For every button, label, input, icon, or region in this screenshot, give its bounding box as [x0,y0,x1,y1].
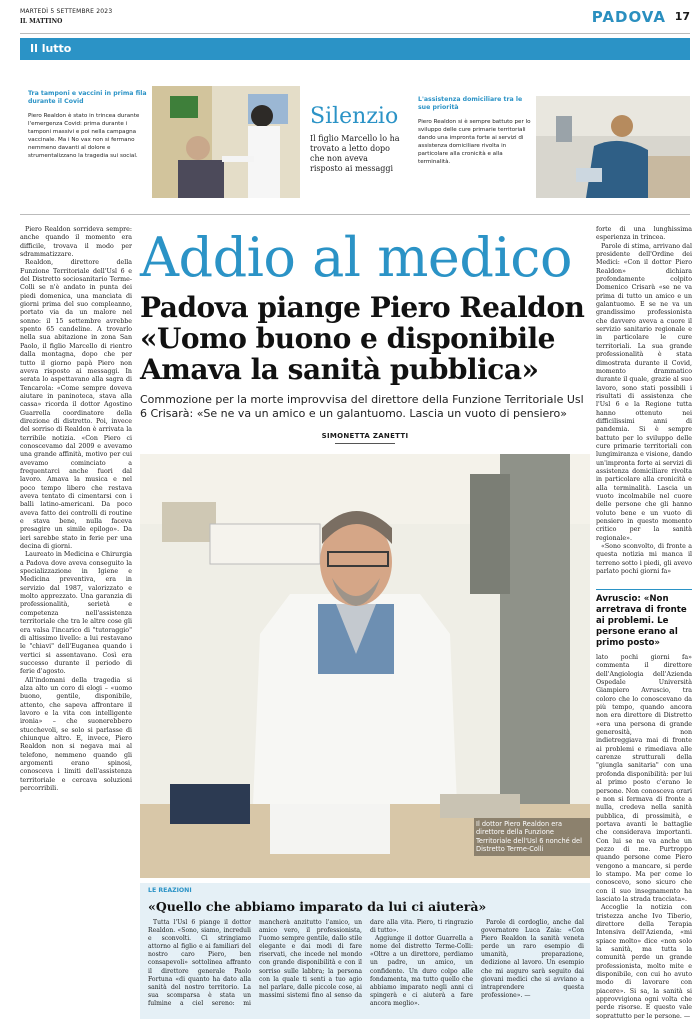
main-headline: Addio al medico [140,226,572,289]
article-paragraph: lato pochi giorni fa» commenta il direttore dell'Angiologia dell'Azienda Ospedale Università Giampiero Avruscio, tra coloro che lo conoscevano da più tempo, quando ancora non era direttore di Distretto «era una persona di grande generosità, non indietreggiava mai di fronte ai problemi e rimediava alle carenze strutturali della "giungla sanitaria" con una profonda disponibilità: per lui al primo posto c'erano le persone. Non conosceva orari e non si fermava di fronte a nulla, credeva nella sanità pubblica, di prossimità, e portava avanti le battaglie che considerava importanti. Con lui se ne va anche un pezzo di me. Purtroppo quando persone come Piero vengono a mancare, si perde lo stampo. Ma per come lo conoscevo, sono sicuro che con il suo insegnamento ha lasciato la strada tracciata». [596,654,692,903]
section-bar [20,38,690,60]
box-right-kicker: L'assistenza domiciliare tra le sue priorità [418,96,523,111]
aside-headline: Avruscio: «Non arretrava di fronte ai problemi. Le persone erano al primo posto» [596,594,687,648]
headline-line: Padova piange Piero Realdon [140,291,585,324]
article-paragraph: forte di una lunghissima esperienza in trincea. [596,226,692,242]
article-paragraph: Laureato in Medicina e Chirurgia a Padova dove aveva conseguito la specializzazione in Igiene e Medicina preventiva, era in servizio dal 1987, valorizzato e molto apprezzato. Una garanzia di professionalità, serietà e competenza nell'assistenza territoriale che tra le altre cose gli era valsa l'incarico di "tutoraggio" di altissimo livello: a lui restavano le "chiavi" dell'Euganea quando i vertici si assentavano. Così era successo durante il periodo di ferie d'agosto. [20,551,132,676]
issue-date: MARTEDÌ 5 SETTEMBRE 2023 [20,8,113,15]
reactions-paragraph: Parole di cordoglio, anche dal governatore Luca Zaia: «Con Piero Realdon la sanità veneta perde un raro esempio di umanità, preparazione, dedizione al lavoro. Un esempio che mi auguro sarà seguito dai giovani medici che si avviano a intraprendere questa professione». — [481,919,584,999]
article-paragraph: Parole di stima, arrivano dal presidente dell'Ordine dei Medici: «Con il dottor Piero Realdon» dichiara profondamente colpito Domenico Crisarà «se ne va prima di tutto un amico e un galantuomo. E se ne va un grandissimo professionista che davvero aveva a cuore il servizio sanitario regionale e in particolare le cure territoriali. La sua grande professionalità è stata dimostrata durante il Covid, momento drammatico durante il quale, grazie al suo lavoro, sono stati possibili i risultati di assistenza che l'Usl 6 e la Regione tutta hanno ottenuto nei difficilissimi anni di pandemia. Si è sempre battuto per lo sviluppo delle cure primarie territoriali con lungimiranza e visione, dando un'impronta forte ai servizi di assistenza domiciliare rivolta in particolare alla cronicità e alla terminalità. Lascia un vuoto incolmabile nel cuore delle persone che gli hanno voluto bene e un vuoto di pensiero in questo momento critico per la sanità regionale». [596,242,692,542]
photo-caption: Il dottor Piero Realdon era direttore della Funzione Territoriale dell'Usl 6 nonché del Distretto Terme-Colli [474,818,590,856]
box-center-title: Silenzio [310,104,399,129]
box-center-body: Il figlio Marcello lo ha trovato a letto dopo che non aveva risposto ai messaggi [310,134,400,173]
masthead [20,6,690,32]
photo-vaccination [152,86,300,198]
article-column-left [20,226,132,1016]
photo-home-care [536,96,690,198]
page-number: 17 [674,10,690,23]
article-paragraph: Accoglie la notizia con tristezza anche Ivo Tiberio, direttore della Terapia Intensiva dell'Azienda, «mi spiace molto» dice «non solo la sanità, ma tutta la comunità perde un grande professionista, molto mite e disponibile, con cui ho avuto modo di lavorare con piacere». Si sa, la sanità si approvvigiona ogni volta che perde risorse. E questo vale soprattutto per le persone. — [596,904,692,1019]
reactions-paragraph: Aggiunge il dottor Guarrella a nome del distretto Terme-Colli: «Oltre a un direttore, perdiamo un padre, un amico, un confidente. Un duro colpo alle fondamenta, ma tutto quello che abbiamo imparato negli anni ci spingerà e ci aiuterà a fare ancora meglio». [370,935,473,1007]
article-paragraph: «Sono sconvolto, di fronte a questa notizia mi manca il terreno sotto i piedi, gli avevo parlato pochi giorni fa» [596,543,692,576]
section-city: PADOVA [591,8,666,26]
newspaper-name: IL MATTINO [20,18,63,25]
box-left-body: Piero Realdon è stato in trincea durante l'emergenza Covid: prima durante i tamponi massivi e poi nella campagna vaccinale. Ma i No vax non si fermano nemmeno davanti al dolore e strumentalizzano la tragedia sui social. [28,113,140,159]
reactions-paragraph: Tutta l'Usl 6 piange il dottor Realdon. «Sono, siamo, increduli e sconvolti. Ci stringiamo attorno al figlio e ai familiari del nostro caro Piero, ben consapevoli» sottolinea affranto il direttore generale Paolo Fortuna «di quanto ha dato alla sanità del nostro territorio. La sua scomparsa è stata un fulmine a ciel sereno: mi mancherà anzitutto l'amico, un amico vero, il professionista, l'uomo sempre gentile, dallo stile elegante e dai modi di fare riservati, che incede nel mondo con grande disponibilità e con il sorriso sulle labbra; la persona con la quale ti senti a tuo agio nel parlare, dalle piccole cose, ai massimi sistemi fino al senso da dare alla vita. Piero, ti ringrazio di tutto». [148,919,473,1007]
box-right-body: Piero Realdon si è sempre battuto per lo sviluppo delle cure primarie territoriali dando una impronta forte ai servizi di assistenza domiciliare rivolta in particolare alla cronicità e alla terminalità. [418,119,531,165]
article-column-right-lower [596,654,692,1019]
masthead-rule [20,33,690,34]
headline-line: Amava la sanità pubblica» [140,353,539,386]
reactions-box [140,883,590,1019]
reactions-title: «Quello che abbiamo imparato da lui ci aiuterà» [148,899,487,914]
band-rule [20,214,690,215]
byline: SIMONETTA ZANETTI [140,432,590,444]
section-title: Il lutto [30,42,72,55]
reactions-body [148,919,584,1015]
headline-block [140,292,590,385]
photo-piero-realdon [140,454,590,878]
article-paragraph: Piero Realdon sorrideva sempre: anche quando il momento era difficile, trovava il modo per sdrammatizzare. [20,226,132,259]
aside-rule [596,589,692,590]
headline-subtitle: Commozione per la morte improvvisa del direttore della Funzione Territoriale Usl 6 Crisarà: «Se ne va un amico e un galantuomo. Lascia un vuoto di pensiero» [140,393,584,420]
box-left-kicker: Tra tamponi e vaccini in prima fila durante il Covid [28,90,147,105]
reactions-kicker: LE REAZIONI [148,887,192,894]
article-paragraph: Realdon, direttore della Funzione Territoriale dell'Usl 6 e del Distretto sociosanitario Terme-Colli se n'è andato in punta dei piedi domenica, una manciata di giorni prima del suo compleanno, portato via da un malore nel sonno: il 15 settembre avrebbe spento 65 candeline. A trovarlo nella sua abitazione in zona San Paolo, il figlio Marcello di rientro dalla montagna, dopo che per tutto il giorno papà Piero non aveva risposto ai messaggi. In serata lo aspettavano alla sagra di Tencarola: «Come sempre doveva aiutare in paninoteca, stava alla cassa» ricorda il dottor Agostino Guarrella coordinatore della direzione di distretto. Poi, invece del sorriso di Realdon è arrivata la terribile notizia. «Con Piero ci conoscevamo dal 2009 e avevamo una grande affinità, motivo per cui avevamo cominciato a frequentarci anche fuori dal lavoro. Amava la musica e nel poco tempo libero che restava aveva tentato di cimentarsi con i balli latino-americani. Da poco aveva fatto dei controlli di routine e stava bene, nulla faceva presagire un simile epilogo». Da ieri sarebbe stato in ferie per una decina di giorni. [20,259,132,551]
top-band [20,86,690,206]
article-column-right [596,226,692,586]
article-paragraph: All'indomani della tragedia si alza alto un coro di elogi – «uomo buono, gentile, disponibile, attento, che sapeva affrontare il lavoro e la vita con intelligente ironia» – che suonerebbero stucchevoli, se solo si parlasse di chiunque altro. E, invece, Piero Realdon non si negava mai al telefono, nemmeno quando gli argomenti erano spinosi, conosceva i limiti dell'assistenza territoriale e cercava soluzioni percorribili. [20,676,132,793]
headline-line: «Uomo buono e disponibile [140,322,555,355]
